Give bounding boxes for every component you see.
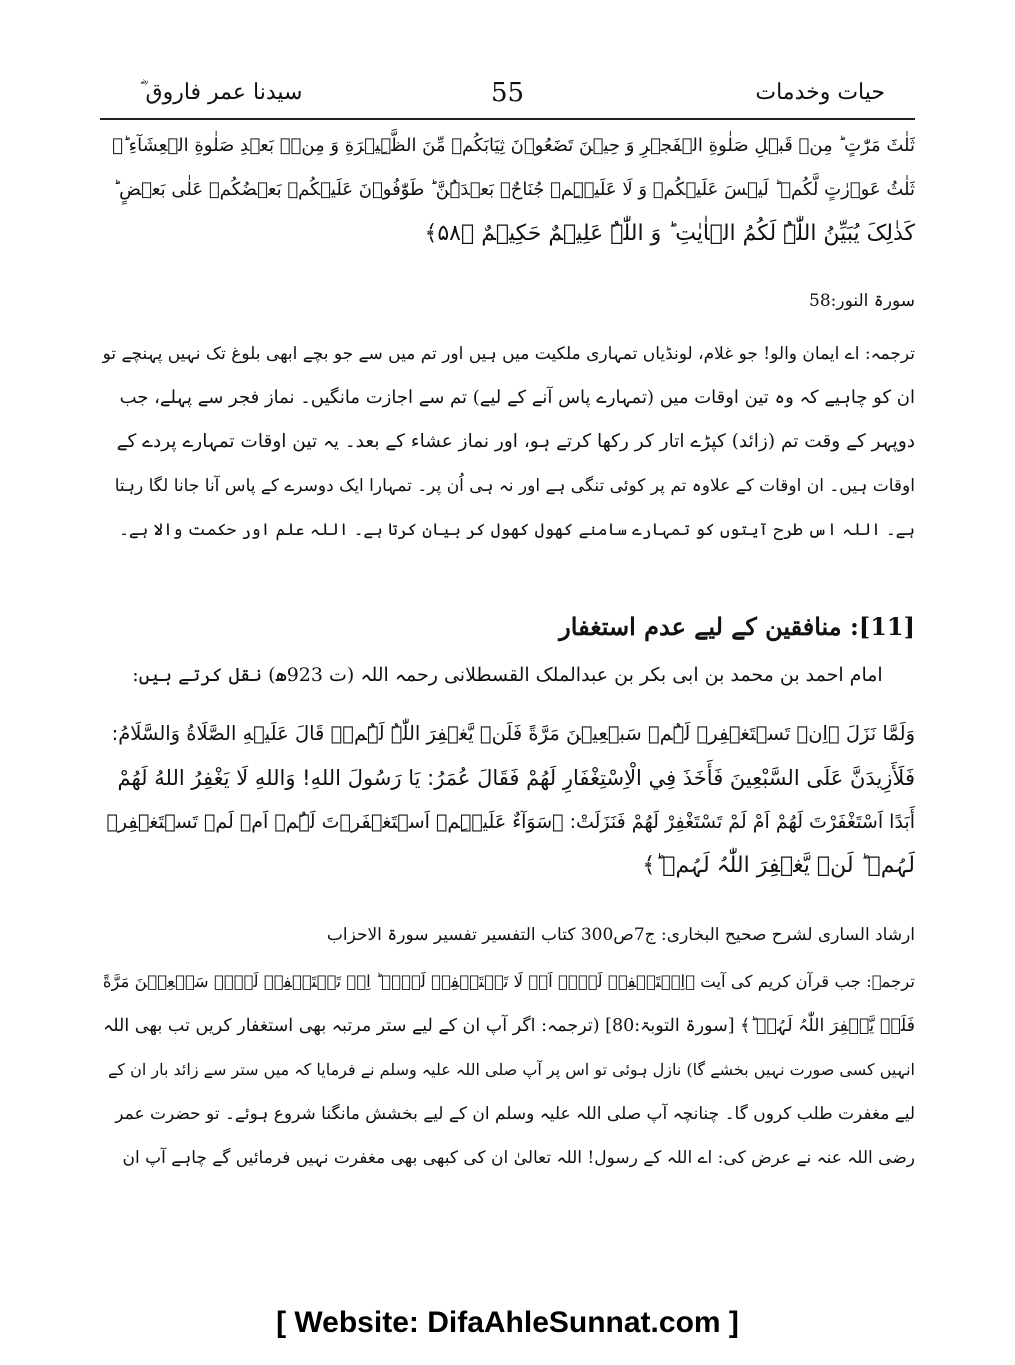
chapter-title: حیات وخدمات [755,80,885,105]
website-footer: [ Website: DifaAhleSunnat.com ] [276,1306,739,1339]
translation-line: دوپہر کے وقت تم (زائد) کپڑے اتار کر رکھا کرتے ہو، اور نماز عشاء کے بعد۔ یہ تین اوقات تمہارے پردے کے [116,431,915,452]
translation-line: اوقات ہیں۔ ان اوقات کے علاوہ تم پر کوئی تنگی ہے اور نہ ہی اُن پر۔ تمہارا ایک دوسرے کے پاس آنا جانا لگا رہتا [114,476,915,496]
book-title: سیدنا عمر فاروق ؓ [140,80,303,105]
verse-line: ثَلٰثُ عَوۡرٰتٍ لَّکُمۡ ؕ لَیۡسَ عَلَیۡکُمۡ وَ لَا عَلَیۡہِمۡ جُنَاحٌۢ بَعۡدَہُنَّ ؕ طَوّٰفُوۡنَ عَلَیۡکُمۡ بَعۡضُکُمۡ عَلٰی بَعۡضٍ ؕ [113,179,915,200]
page-number: 55 [490,78,525,108]
hadith-line: وَلَمَّا نَزَلَ ﴿اِنۡ تَسۡتَغۡفِرۡ لَہُمۡ سَبۡعِیۡنَ مَرَّةً فَلَنۡ یَّغۡفِرَ اللّٰہُ لَہُمۡ﴾ قَالَ عَلَیۡهِ الصَّلَاةُ وَالسَّلَامُ: [111,722,915,745]
verse-reference: سورۃ النور:58 [809,291,915,311]
translation-line: ترجمہ: جب قرآن کریم کی آیت ﴿اِسۡتَغۡفِرۡ لَہُمۡ اَوۡ لَا تَسۡتَغۡفِرۡ لَہُمۡ ؕ اِنۡ تَسۡتَغۡفِرۡ لَہُمۡ سَبۡعِیۡنَ مَرَّةً [102,972,915,991]
translation-line: ترجمہ: اے ایمان والو! جو غلام، لونڈیاں تمہاری ملکیت میں ہیں اور تم میں سے جو بچے ابھی بلوغ تک نہیں پہنچے تو [102,344,915,364]
translation-line: رضی اللہ عنہ نے عرض کی: اے اللہ کے رسول! اللہ تعالیٰ ان کی کبھی بھی مغفرت نہیں فرمائیں گے چاہے آپ ان [122,1148,915,1168]
hadith-line: لَہُمۡ ؕ لَنۡ یَّغۡفِرَ اللّٰہُ لَہُمۡ ؕ﴾ [642,853,915,878]
hadith-block [100,712,915,888]
verse-block [100,124,915,256]
translation-line: ان کو چاہیے کہ وہ تین اوقات میں (تمہارے پاس آنے کے لیے) تم سے اجازت مانگیں۔ نماز فجر سے پہلے، جب [119,387,915,408]
translation-line: لیے مغفرت طلب کروں گا۔ چنانچہ آپ صلی اللہ علیہ وسلم ان کے لیے بخشش مانگنا شروع ہوئے۔ تو حضرت عمر [115,1104,915,1124]
translation-line: انہیں کسی صورت نہیں بخشے گا) نازل ہوئی تو اس پر آپ صلی اللہ علیہ وسلم نے فرمایا کہ میں ستر سے زائد بار ان کے [108,1060,915,1079]
verse-line: ثَلٰثَ مَرّٰتٍ ؕ مِنۡ قَبۡلِ صَلٰوةِ الۡفَجۡرِ وَ حِیۡنَ تَضَعُوۡنَ ثِیَابَکُمۡ مِّنَ الظَّہِیۡرَةِ وَ مِنۡۢ بَعۡدِ صَلٰوةِ الۡعِشَآءِ ؕ۟ [112,135,915,156]
hadith-reference: ارشاد الساری لشرح صحیح البخاری: ج7ص300 کتاب التفسیر تفسیر سورۃ الاحزاب [326,925,915,945]
hadith-line: أَبَدًا اَسْتَغْفَرْتَ لَهُمْ اَمْ لَمْ تَسْتَغْفِرْ لَهُمْ فَنَزَلَتْ: ﴿سَوَآءٌ عَلَیۡہِمۡ اَسۡتَغۡفَرۡتَ لَہُمۡ اَمۡ لَمۡ تَسۡتَغۡفِرۡ [106,811,915,833]
section-intro: امام احمد بن محمد بن ابی بکر بن عبدالملک القسطلانی رحمہ اللہ (ت 923ھ) نقل کرتے ہیں: [132,664,883,686]
translation-line: ہے۔ اللہ اس طرح آیتوں کو تمہارے سامنے کھول کھول کر بیان کرتا ہے۔ اللہ علم اور حکمت والا ہے۔ [119,520,915,539]
page-header [100,78,915,120]
verse-line: کَذٰلِکَ یُبَیِّنُ اللّٰہُ لَکُمُ الۡاٰیٰتِ ؕ وَ اللّٰہُ عَلِیۡمٌ حَکِیۡمٌ ﴿۵۸﴾ [424,221,915,246]
translation-block [100,332,915,552]
section-heading: [11]: منافقین کے لیے عدم استغفار [559,612,915,641]
translation-block [100,960,915,1180]
hadith-line: فَلَأَزِيدَنَّ عَلَى السَّبْعِينَ فَأَخَذَ فِي الْاِسْتِغْفَارِ لَهُمْ فَقَالَ عُمَرُ: يَا رَسُولَ اللهِ! وَاللهِ لَا يَغْفِرُ اللهُ لَهُمْ [117,766,915,790]
translation-line: فَلَنۡ یَّغۡفِرَ اللّٰہُ لَہُمۡ ؕ﴾ [سورۃ التوبۃ:80] (ترجمہ: اگر آپ ان کے لیے ستر مرتبہ بھی استغفار کریں تب بھی اللہ [103,1016,915,1036]
